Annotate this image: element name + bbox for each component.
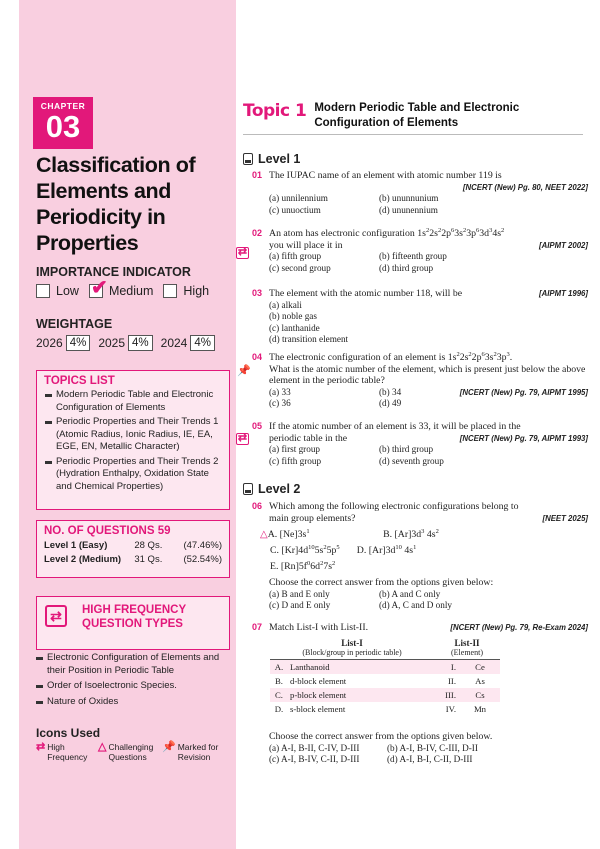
high-frequency-icon: ⇄: [237, 246, 248, 258]
questions-count-row: [37, 553, 229, 567]
battery-icon: [243, 153, 253, 165]
option: (c) 36: [269, 398, 291, 408]
weightage-value: 4%: [66, 335, 91, 351]
question-source: [AIPMT 2002]: [539, 240, 588, 250]
chapter-label: CHAPTER: [40, 101, 86, 111]
question-text: What is the atomic number of the element, which is present just below the above element in the periodic table?: [269, 363, 586, 386]
question-number: 02: [252, 228, 263, 238]
question-source: [NCERT (New) Pg. 79, AIPMT 1995]: [459, 387, 588, 397]
question-text: periodic table in the: [269, 432, 348, 444]
option: (b) ununnunium: [379, 193, 439, 203]
option: (b) A-I, B-IV, C-III, D-II: [387, 742, 478, 753]
list-1-header: List-I (Block/group in periodic table): [270, 637, 434, 660]
importance-indicator: [36, 277, 219, 299]
question-text: The element with the atomic number 118, will be: [269, 288, 463, 299]
list-2-header: List-II (Element): [434, 637, 500, 660]
challenging-triangle-icon: △: [260, 529, 268, 540]
legend-label: Marked for Revision: [177, 742, 219, 762]
question-text: An atom has electronic configuration: [269, 228, 415, 239]
option: (c) D and E only: [269, 600, 331, 610]
level-name: Level 1 (Easy): [44, 540, 108, 551]
topics-list-box: [36, 370, 230, 510]
option: (d) third group: [379, 262, 434, 273]
question-01: [252, 170, 588, 216]
option: (a) alkali: [269, 299, 302, 310]
question-source: [NEET 2025]: [542, 513, 588, 523]
challenging-triangle-icon: △: [98, 741, 107, 753]
question-number: 01: [252, 170, 263, 180]
question-source: [NCERT (New) Pg. 80, NEET 2022]: [462, 182, 588, 192]
question-number: 07: [252, 622, 263, 632]
low-label: Low: [56, 284, 79, 298]
divider: [243, 134, 583, 135]
question-number: 03: [252, 288, 263, 298]
topic-item: Modern Periodic Table and Electronic Configuration of Elements: [45, 389, 224, 414]
weightage-year: 2025: [98, 336, 126, 350]
option: (c) A-I, B-IV, C-II, D-III: [269, 754, 360, 764]
weightage-value: 4%: [128, 335, 153, 351]
battery-icon: [243, 483, 253, 495]
option: (b) fifteenth group: [379, 251, 447, 261]
option: (c) lanthanide: [269, 322, 320, 333]
question-text: Match List-I with List-II.: [269, 622, 369, 633]
option: (d) transition element: [269, 334, 349, 344]
high-frequency-box: [36, 596, 230, 650]
importance-heading: IMPORTANCE INDICATOR: [36, 265, 191, 279]
chapter-number: 03: [45, 109, 81, 144]
high-checkbox: [163, 284, 177, 298]
legend-label: Challenging Questions: [108, 742, 154, 762]
question-source: [NCERT (New) Pg. 79, Re-Exam 2024]: [450, 623, 588, 632]
high-frequency-heading: HIGH FREQUENCY QUESTION TYPES: [82, 604, 186, 630]
question-text: The IUPAC name of an element with atomic number 119 is: [269, 170, 502, 181]
question-03: [252, 288, 588, 346]
question-text: The electronic configuration of an element is: [269, 352, 446, 363]
option: (a) 33: [269, 386, 291, 397]
questions-count-row: [37, 539, 229, 553]
level-label: Level 1: [258, 152, 301, 166]
topic-title: Modern Periodic Table and Electronic Configuration of Elements: [314, 102, 520, 129]
question-percent: (52.54%): [183, 554, 222, 565]
table-row: B. d-block element II. As: [275, 676, 485, 686]
question-percent: (47.46%): [183, 540, 222, 551]
topic-number: Topic 1: [243, 101, 307, 121]
question-instruction: Choose the correct answer from the options given below:: [269, 577, 494, 588]
weightage-heading: WEIGHTAGE: [36, 317, 113, 331]
question-07-answers: [252, 731, 588, 766]
table-row: A. Lanthanoid I. Ce: [270, 660, 500, 675]
topic-header: [243, 101, 554, 131]
question-05: [252, 421, 588, 467]
weightage-value: 4%: [190, 335, 215, 351]
option: (b) noble gas: [269, 311, 317, 321]
option: (c) fifth group: [269, 455, 322, 466]
chapter-badge: [33, 97, 93, 149]
high-frequency-icon: ⇄: [36, 741, 46, 753]
topic-item: Periodic Properties and Their Trends 2 (Hydration Enthalpy, Oxidation State and Chemical Properties): [45, 456, 224, 494]
option: (d) seventh group: [379, 455, 444, 466]
weightage-year: 2024: [160, 336, 188, 350]
high-frequency-icon: ⇄: [45, 605, 67, 627]
option: (d) 49: [379, 398, 402, 408]
icons-used-heading: Icons Used: [36, 726, 101, 740]
high-frequency-item: Order of Isoelectronic Species.: [36, 680, 232, 693]
topics-list-heading: TOPICS LIST: [44, 375, 115, 387]
question-number: 06: [252, 501, 263, 511]
question-number: 04: [252, 352, 263, 362]
question-text: main group elements?: [269, 512, 356, 524]
high-label: High: [183, 284, 210, 298]
question-count: 31 Qs.: [134, 554, 163, 565]
question-text: If the atomic number of an element is 33, it will be placed in the: [269, 421, 521, 432]
option: (a) B and E only: [269, 588, 330, 599]
question-06: 06 Which among the following electronic configurations belong to main group elements? [NEET 2025] △A. $[Ne]3s^1$ B. $[Ar]3d^3$ $4s^2$ C. $[Kr]4d^{10}5s^25p^5$ D. $[Ar]3d^{10}$ $4s^1$ E. $[Rn]5f^06d^27s^2$ Choose the correct answer from the options given below: (a) B and E only (b) A and C only (c) D and E only (d) A, C and D only: [252, 501, 588, 610]
chapter-title: Classification of Elements and Periodicity in Properties: [36, 153, 196, 255]
high-frequency-list: [36, 652, 232, 711]
question-07: [252, 622, 588, 634]
option: (a) fifth group: [269, 251, 322, 261]
question-source: [AIPMT 1996]: [539, 289, 588, 298]
weightage-row: [36, 335, 223, 351]
pushpin-icon: 📌: [162, 741, 176, 753]
option: (d) ununennium: [379, 204, 438, 215]
level-1-heading: [243, 152, 300, 166]
level-label: Level 2: [258, 482, 301, 496]
question-source: [NCERT (New) Pg. 79, AIPMT 1993]: [459, 433, 588, 443]
match-table: [270, 637, 500, 716]
legend-label: High Frequency: [47, 742, 88, 762]
high-frequency-item: Electronic Configuration of Elements and their Position in Periodic Table: [36, 652, 232, 677]
option: (a) A-I, B-II, C-IV, D-III: [269, 742, 360, 753]
level-name: Level 2 (Medium): [44, 554, 122, 565]
option: (b) A and C only: [379, 588, 441, 599]
question-instruction: Choose the correct answer from the options given below.: [269, 731, 493, 742]
option: (c) unuoctium: [269, 204, 321, 215]
question-text: Which among the following electronic configurations belong to: [269, 501, 519, 512]
table-row: C. p-block element III. Cs: [270, 688, 500, 702]
question-count: 28 Qs.: [134, 540, 163, 551]
option: (b) third group: [379, 444, 434, 454]
level-2-heading: [243, 482, 300, 496]
icons-legend: [36, 742, 226, 762]
medium-checkbox: [89, 277, 108, 299]
option: (a) first group: [269, 444, 321, 454]
topic-item: Periodic Properties and Their Trends 1 (Atomic Radius, Ionic Radius, IE, EA, EGE, EN, Metallic Character): [45, 416, 224, 454]
question-04: 04 The electronic configuration of an element is $1s^22s^22p^63s^23p^3$. What is the atomic number of the element, which is present just below the above element in the periodic table? (a) 33 (b) 34 (c) 36 (d) 49 [NCERT (New) Pg. 79, AIPMT 1995]: [252, 351, 588, 408]
questions-count-box: [36, 520, 230, 578]
question-02: 02 An atom has electronic configuration $1s^22s^22p^63s^23p^63d^34s^2$ you will place it in [AIPMT 2002] (a) fifth group (b) fifteenth group (c) second group (d) third group: [252, 227, 588, 273]
question-number: 05: [252, 421, 263, 431]
checkmark-icon: ✔: [90, 277, 108, 299]
option: (d) A, C and D only: [379, 600, 452, 610]
option: (d) A-I, B-I, C-II, D-III: [387, 754, 473, 764]
table-row: D. s-block element IV. Mn: [274, 704, 487, 714]
option: (a) unnilennium: [269, 193, 328, 203]
high-frequency-icon: ⇄: [237, 432, 248, 444]
weightage-year: 2026: [36, 336, 63, 350]
question-text: you will place it in: [269, 239, 343, 251]
medium-label: Medium: [108, 284, 154, 298]
option: (b) 34: [379, 386, 402, 397]
questions-count-heading: NO. OF QUESTIONS 59: [44, 525, 171, 537]
high-frequency-item: Nature of Oxides: [36, 696, 232, 709]
pushpin-icon: 📌: [237, 365, 251, 377]
low-checkbox: [36, 284, 50, 298]
option: (c) second group: [269, 262, 331, 273]
